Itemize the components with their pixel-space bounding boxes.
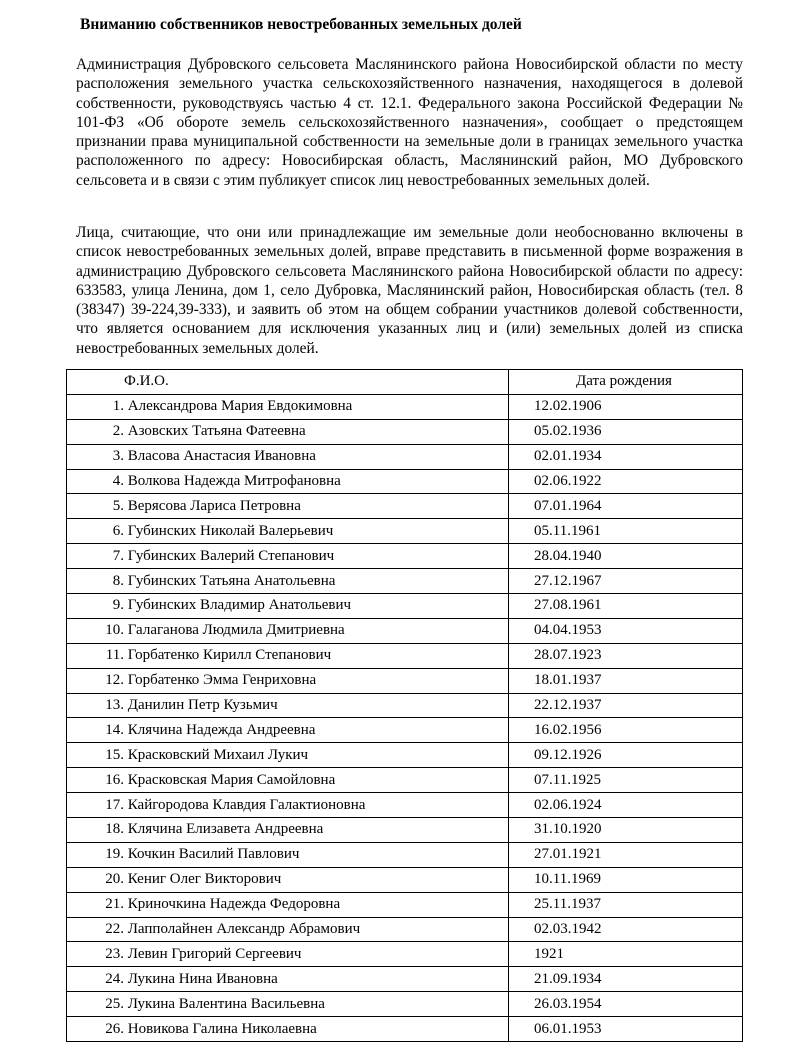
person-name: Красковская Мария Самойловна <box>127 771 336 788</box>
birth-date: 1921 <box>509 942 743 967</box>
person-cell <box>67 867 509 892</box>
table-row <box>67 643 743 668</box>
table-row <box>67 494 743 519</box>
row-number: 16. <box>105 771 124 788</box>
header-birth-date: Дата рождения <box>509 370 743 395</box>
person-name: Кениг Олег Викторович <box>127 871 282 888</box>
row-number: 13. <box>105 697 124 714</box>
person-cell <box>67 768 509 793</box>
birth-date: 04.04.1953 <box>509 618 743 643</box>
person-name: Криночкина Надежда Федоровна <box>127 896 341 913</box>
person-cell <box>67 718 509 743</box>
person-cell <box>67 693 509 718</box>
birth-date: 09.12.1926 <box>509 743 743 768</box>
table-row <box>67 992 743 1017</box>
row-number: 21. <box>105 896 124 913</box>
birth-date: 27.01.1921 <box>509 842 743 867</box>
birth-date: 28.07.1923 <box>509 643 743 668</box>
birth-date: 12.02.1906 <box>509 394 743 419</box>
birth-date: 05.02.1936 <box>509 419 743 444</box>
person-cell <box>67 444 509 469</box>
person-cell <box>67 519 509 544</box>
person-name: Губинских Владимир Анатольевич <box>127 597 352 614</box>
person-name: Клячина Надежда Андреевна <box>127 721 316 738</box>
person-cell <box>67 942 509 967</box>
birth-date: 31.10.1920 <box>509 818 743 843</box>
person-name: Горбатенко Кирилл Степанович <box>127 647 332 664</box>
person-cell <box>67 618 509 643</box>
birth-date: 02.01.1934 <box>509 444 743 469</box>
row-number: 20. <box>105 871 124 888</box>
document-title: Вниманию собственников невостребованных земельных долей <box>80 16 522 33</box>
row-number: 11. <box>105 647 124 664</box>
header-name: Ф.И.О. <box>67 370 509 395</box>
row-number: 3. <box>112 448 124 465</box>
table-row <box>67 569 743 594</box>
person-cell <box>67 469 509 494</box>
row-number: 18. <box>105 821 124 838</box>
table-row <box>67 618 743 643</box>
birth-date: 26.03.1954 <box>509 992 743 1017</box>
birth-date: 27.12.1967 <box>509 569 743 594</box>
birth-date: 07.11.1925 <box>509 768 743 793</box>
table-row <box>67 768 743 793</box>
person-name: Губинских Валерий Степанович <box>127 547 335 564</box>
table-row <box>67 594 743 619</box>
person-name: Лукина Валентина Васильевна <box>127 995 325 1012</box>
person-name: Александрова Мария Евдокимовна <box>127 398 353 415</box>
row-number: 1. <box>112 398 124 415</box>
row-number: 12. <box>105 672 124 689</box>
person-cell <box>67 594 509 619</box>
row-number: 10. <box>105 622 124 639</box>
row-number: 22. <box>105 921 124 938</box>
row-number: 9. <box>112 597 124 614</box>
person-name: Левин Григорий Сергеевич <box>127 945 302 962</box>
intro-paragraph: Администрация Дубровского сельсовета Маслянинского района Новосибирской области по месту расположения земельного участка сельскохозяйственного назначения, находящегося в долевой собственности, руководствуясь частью 4 ст. 12.1. Федерального закона Российской Федерации № 101-ФЗ «Об обороте земель сельскохозяйственного назначения», сообщает о предстоящем признании права муниципальной собственности на земельные доли в границах земельного участка расположенного по адресу: Новосибирская область, Маслянинский район, МО Дубровского сельсовета и в связи с этим публикует список лиц невостребованных земельных долей. <box>76 56 743 189</box>
birth-date: 27.08.1961 <box>509 594 743 619</box>
person-cell <box>67 967 509 992</box>
birth-date: 18.01.1937 <box>509 668 743 693</box>
row-number: 2. <box>112 423 124 440</box>
person-cell <box>67 917 509 942</box>
table-row <box>67 544 743 569</box>
person-cell <box>67 818 509 843</box>
table-row <box>67 394 743 419</box>
table-row <box>67 917 743 942</box>
objection-paragraph: Лица, считающие, что они или принадлежащие им земельные доли необоснованно включены в список невостребованных земельных долей, вправе представить в письменной форме возражения в администрацию Дубровского сельсовета Маслянинского района Новосибирской области по адресу: 633583, улица Ленина, дом 1, село Дубровка, Маслянинский район, Новосибирская область (тел. 8 (38347) 39-224,39-333), и заявить об этом на общем собрании участников долевой собственности, что является основанием для исключения указанных лиц и (или) земельных долей из списка невостребованных земельных долей. <box>76 224 743 357</box>
birth-date: 28.04.1940 <box>509 544 743 569</box>
person-cell <box>67 569 509 594</box>
birth-date: 06.01.1953 <box>509 1017 743 1042</box>
table-row <box>67 1017 743 1042</box>
table-body <box>67 394 743 1041</box>
unclaimed-shares-table <box>66 369 743 1042</box>
birth-date: 25.11.1937 <box>509 892 743 917</box>
row-number: 19. <box>105 846 124 863</box>
table-row <box>67 867 743 892</box>
table-row <box>67 818 743 843</box>
person-name: Красковский Михаил Лукич <box>127 746 309 763</box>
row-number: 25. <box>105 995 124 1012</box>
birth-date: 21.09.1934 <box>509 967 743 992</box>
table-row <box>67 793 743 818</box>
person-cell <box>67 992 509 1017</box>
person-name: Новикова Галина Николаевна <box>127 1020 317 1037</box>
table-header-row <box>67 370 743 395</box>
row-number: 14. <box>105 721 124 738</box>
row-number: 24. <box>105 970 124 987</box>
person-name: Верясова Лариса Петровна <box>127 497 301 514</box>
person-name: Кайгородова Клавдия Галактионовна <box>127 796 366 813</box>
person-name: Клячина Елизавета Андреевна <box>127 821 324 838</box>
row-number: 17. <box>105 796 124 813</box>
person-cell <box>67 494 509 519</box>
row-number: 23. <box>105 945 124 962</box>
table-row <box>67 842 743 867</box>
person-name: Кочкин Василий Павлович <box>127 846 300 863</box>
person-name: Галаганова Людмила Дмитриевна <box>127 622 345 639</box>
row-number: 26. <box>105 1020 124 1037</box>
birth-date: 02.03.1942 <box>509 917 743 942</box>
person-cell <box>67 643 509 668</box>
table-row <box>67 718 743 743</box>
birth-date: 22.12.1937 <box>509 693 743 718</box>
person-name: Лукина Нина Ивановна <box>127 970 278 987</box>
person-cell <box>67 668 509 693</box>
person-name: Волкова Надежда Митрофановна <box>127 473 341 489</box>
birth-date: 10.11.1969 <box>509 867 743 892</box>
table-row <box>67 668 743 693</box>
birth-date: 02.06.1924 <box>509 793 743 818</box>
birth-date: 02.06.1922 <box>509 469 743 494</box>
person-name: Губинских Татьяна Анатольевна <box>127 572 336 589</box>
person-name: Горбатенко Эмма Генриховна <box>127 672 317 689</box>
row-number: 8. <box>112 572 124 589</box>
person-cell <box>67 892 509 917</box>
person-cell <box>67 1017 509 1042</box>
person-name: Азовских Татьяна Фатеевна <box>127 423 306 440</box>
table-row <box>67 469 743 494</box>
birth-date: 05.11.1961 <box>509 519 743 544</box>
row-number: 6. <box>112 522 124 539</box>
table-row <box>67 743 743 768</box>
person-name: Лапполайнен Александр Абрамович <box>127 921 361 938</box>
row-number: 7. <box>112 547 124 564</box>
table-row <box>67 419 743 444</box>
table-row <box>67 693 743 718</box>
table-row <box>67 942 743 967</box>
table-row <box>67 444 743 469</box>
person-cell <box>67 544 509 569</box>
table-row <box>67 967 743 992</box>
row-number: 15. <box>105 746 124 763</box>
person-cell <box>67 842 509 867</box>
row-number: 5. <box>112 497 124 514</box>
person-cell <box>67 394 509 419</box>
person-cell <box>67 793 509 818</box>
person-cell <box>67 419 509 444</box>
table-row <box>67 892 743 917</box>
person-cell <box>67 743 509 768</box>
birth-date: 07.01.1964 <box>509 494 743 519</box>
row-number: 4. <box>112 473 124 489</box>
table-row <box>67 519 743 544</box>
person-name: Губинских Николай Валерьевич <box>127 522 334 539</box>
person-name: Данилин Петр Кузьмич <box>127 697 278 714</box>
person-name: Власова Анастасия Ивановна <box>127 448 316 465</box>
birth-date: 16.02.1956 <box>509 718 743 743</box>
